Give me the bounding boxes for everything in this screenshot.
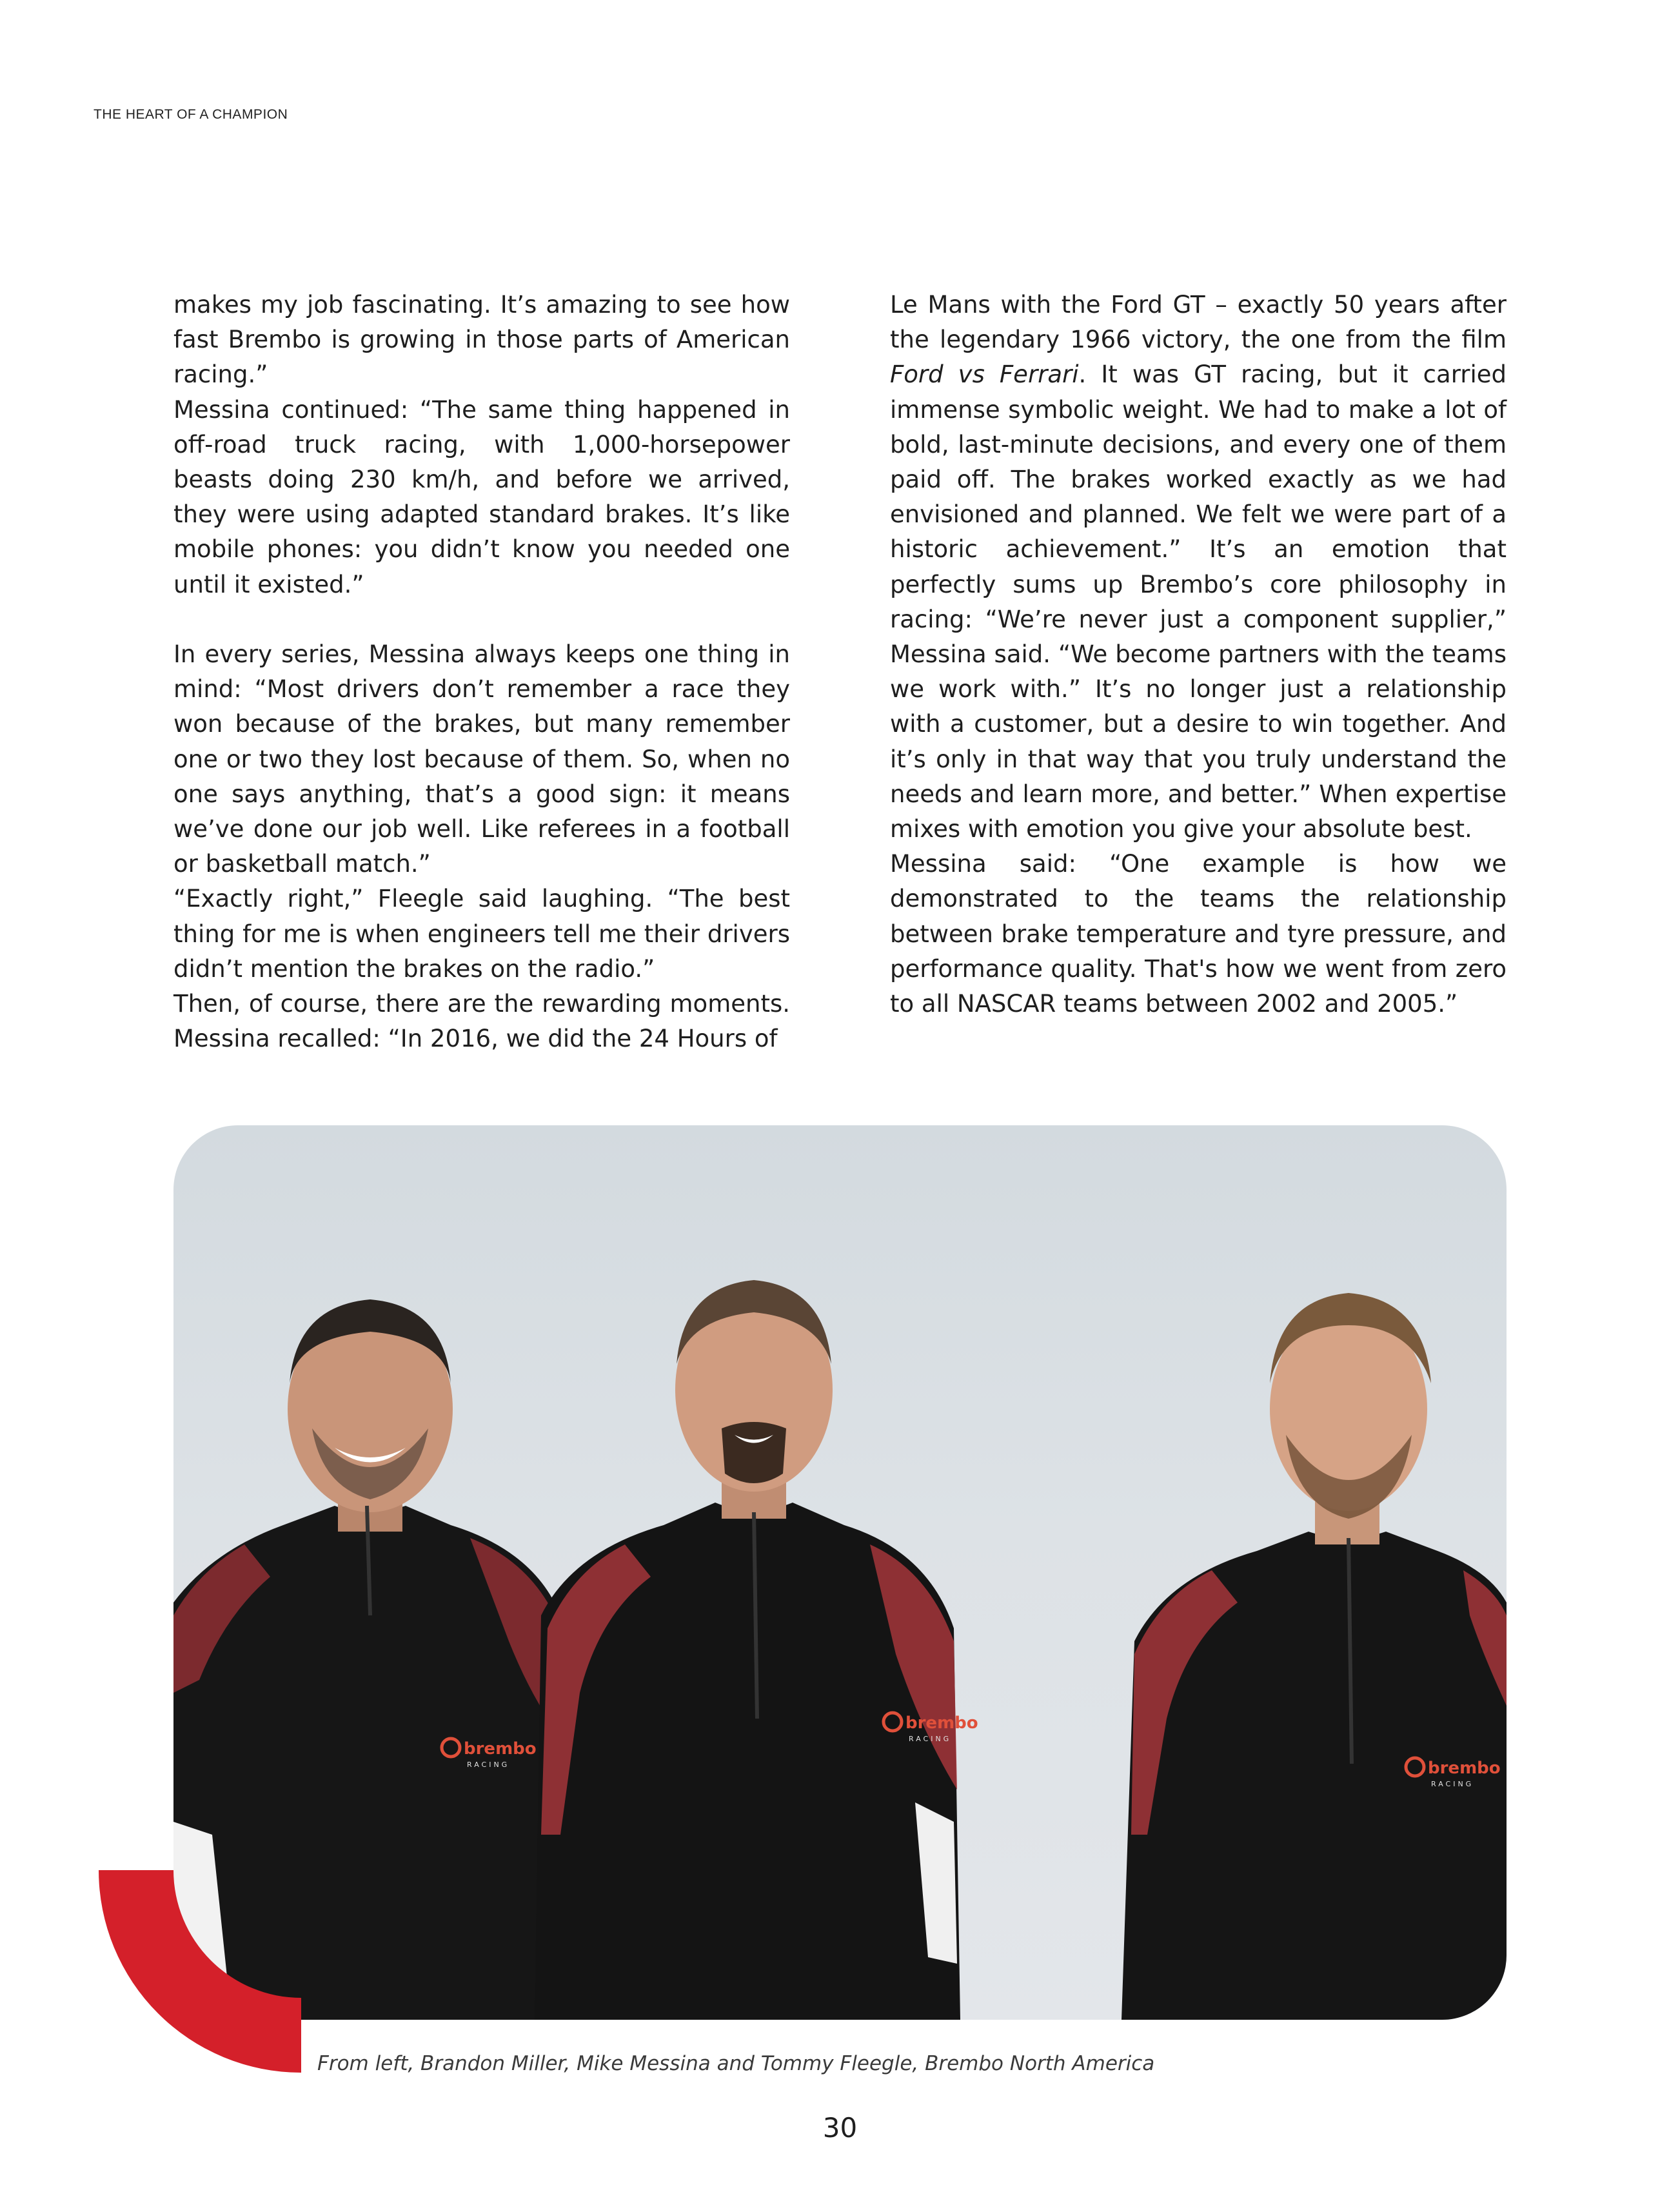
paragraph: In every series, Messina always keeps one thing in mind: “Most drivers don’t remember a race they won because of the brakes, but many remember one or two they lost because of them. So, when no one says anything, that’s a good sign: it means we’ve done our job well. Like referees in a football or basketball match.” (173, 640, 790, 878)
article-column-right (890, 288, 1507, 1021)
paragraph (890, 288, 1507, 847)
paragraph: Messina said: “One example is how we demonstrated to the teams the relationship between brake temperature and tyre pressure, and performance quality. That's how we went from zero to all NASCAR teams between 2002 and 2005.” (890, 850, 1507, 1018)
jacket-logo-sub: RACING (909, 1735, 952, 1743)
jacket-logo: brembo (1428, 1759, 1501, 1778)
paragraph: Messina continued: “The same thing happened in off-road truck racing, with 1,000-horsepower beasts doing 230 km/h, and before we arrived, they were using adapted standard brakes. It’s like mobile phones: you didn’t know you needed one until it existed.” (173, 395, 790, 598)
paragraph: “Exactly right,” Fleegle said laughing. “The best thing for me is when engineers tell me their drivers didn’t mention the brakes on the radio.” (173, 885, 790, 983)
person-center (535, 1280, 978, 2020)
article-column-left (173, 288, 790, 1056)
paragraph-text: Le Mans with the Ford GT – exactly 50 years after the legendary 1966 victory, the one from the film (890, 291, 1507, 354)
team-photo-illustration (173, 1125, 1507, 2020)
photo-caption: From left, Brandon Miller, Mike Messina and Tommy Fleegle, Brembo North America (317, 2052, 1155, 2075)
red-quarter-ring-decoration (99, 1870, 301, 2073)
jacket-logo: brembo (905, 1713, 978, 1733)
jacket-logo-sub: RACING (467, 1761, 510, 1769)
paragraph-text: . It was GT racing, but it carried immense symbolic weight. We had to make a lot of bold, last-minute decisions, and every one of them paid off. The brakes worked exactly as we had envisioned and planned. We felt we were part of a historic achievement.” It’s an emotion that perfectly sums up Brembo’s core philosophy in racing: “We’re never just a component supplier,” Messina said. “We become partners with the teams we work with.” It’s no longer just a relationship with a customer, but a desire to win together. And it’s only in that way that you truly understand the needs and learn more, and better.” When expertise mixes with emotion you give your absolute best. (890, 360, 1507, 843)
jacket-logo: brembo (464, 1739, 537, 1759)
paragraph: makes my job fascinating. It’s amazing to see how fast Brembo is growing in those parts of American racing.” (173, 291, 790, 389)
person-right (1122, 1293, 1507, 2020)
jacket-logo-sub: RACING (1431, 1780, 1474, 1788)
running-head: THE HEART OF A CHAMPION (94, 107, 288, 122)
team-photo (173, 1125, 1507, 2020)
page-number: 30 (822, 2112, 858, 2144)
paragraph: Then, of course, there are the rewarding moments. Messina recalled: “In 2016, we did the 24 Hours of (173, 990, 790, 1053)
film-title: Ford vs Ferrari (890, 360, 1079, 389)
